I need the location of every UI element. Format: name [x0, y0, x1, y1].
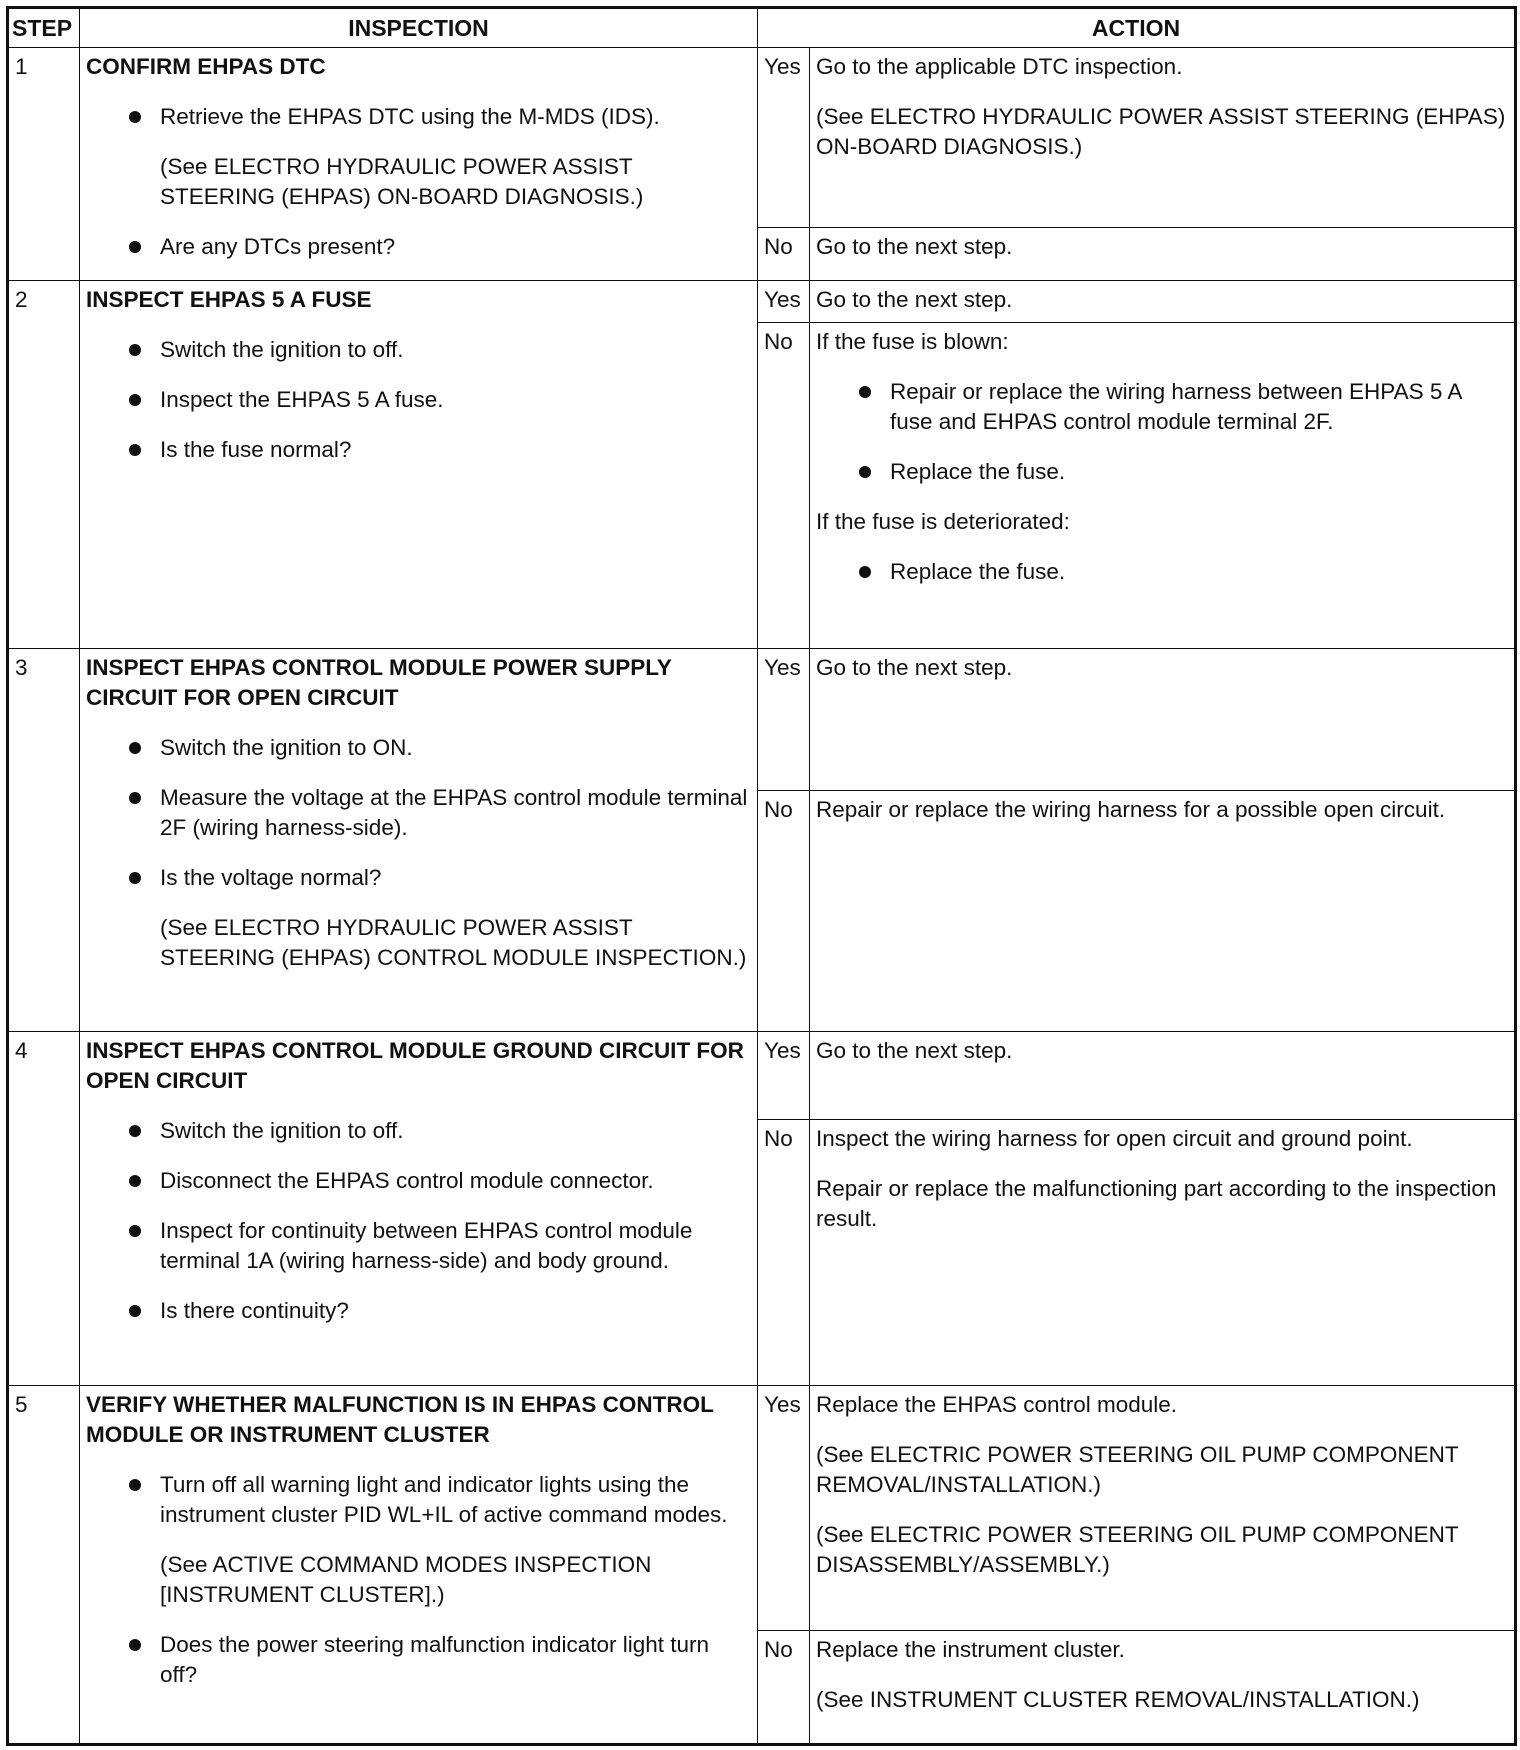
- step-3-number: 3: [8, 648, 80, 1031]
- step-4-yes-text: Go to the next step.: [816, 1037, 1013, 1063]
- step-3-yes-label: Yes: [758, 648, 810, 790]
- step-2-no-bullet-1: Repair or replace the wiring harness between EHPAS 5 A fuse and EHPAS control module terminal 2F.: [816, 377, 1508, 437]
- step-5-no-action: [810, 1631, 1516, 1745]
- header-action: ACTION: [758, 8, 1516, 48]
- step-1-yes-reference: (See ELECTRO HYDRAULIC POWER ASSIST STEERING (EHPAS) ON-BOARD DIAGNOSIS.): [816, 104, 1506, 160]
- step-2-bullet-3: Is the fuse normal?: [86, 435, 751, 465]
- step-3-inspection: [80, 648, 758, 1031]
- step-2-bullet-1: Switch the ignition to off.: [86, 335, 751, 365]
- step-5-no-label: No: [758, 1631, 810, 1745]
- step-5-inspection: [80, 1386, 758, 1745]
- step-4-bullet-4: Is there continuity?: [86, 1296, 751, 1326]
- step-4-bullet-2: Disconnect the EHPAS control module connector.: [86, 1166, 751, 1196]
- step-2-title: INSPECT EHPAS 5 A FUSE: [86, 287, 372, 313]
- step-2-inspection: [80, 281, 758, 649]
- step-4-yes-row: [8, 1031, 1516, 1119]
- bullet-icon: [129, 241, 141, 253]
- step-2-no-text-2: If the fuse is deteriorated:: [816, 509, 1070, 535]
- step-1-no-label: No: [758, 228, 810, 281]
- step-5-bullet-1: Turn off all warning light and indicator lights using the instrument cluster PID WL+IL of active command modes.: [86, 1470, 751, 1530]
- bullet-icon: [129, 444, 141, 456]
- step-4-yes-action: [810, 1031, 1516, 1119]
- step-5-yes-label: Yes: [758, 1386, 810, 1631]
- step-1-no-action: [810, 228, 1516, 281]
- header-step: STEP: [8, 8, 80, 48]
- step-2-no-action: [810, 323, 1516, 648]
- step-4-no-label: No: [758, 1120, 810, 1386]
- step-3-no-label: No: [758, 790, 810, 1031]
- step-2-number: 2: [8, 281, 80, 649]
- step-4-yes-label: Yes: [758, 1031, 810, 1119]
- step-5-no-text: Replace the instrument cluster.: [816, 1637, 1125, 1663]
- step-4-no-action: [810, 1120, 1516, 1386]
- step-5-yes-reference-1: (See ELECTRIC POWER STEERING OIL PUMP COMPONENT REMOVAL/INSTALLATION.): [816, 1442, 1459, 1498]
- header-row: [8, 8, 1516, 48]
- bullet-icon: [129, 872, 141, 884]
- step-3-bullet-3: Is the voltage normal?: [86, 863, 751, 893]
- step-3-bullet-2: Measure the voltage at the EHPAS control module terminal 2F (wiring harness-side).: [86, 783, 751, 843]
- step-1-inspection: [80, 48, 758, 281]
- step-1-number: 1: [8, 48, 80, 281]
- step-4-title: INSPECT EHPAS CONTROL MODULE GROUND CIRCUIT FOR OPEN CIRCUIT: [86, 1037, 744, 1093]
- step-3-no-text: Repair or replace the wiring harness for a possible open circuit.: [816, 796, 1446, 822]
- step-5-no-reference: (See INSTRUMENT CLUSTER REMOVAL/INSTALLATION.): [816, 1687, 1420, 1713]
- step-2-yes-label: Yes: [758, 281, 810, 323]
- step-1-bullet-2: Are any DTCs present?: [86, 232, 751, 262]
- bullet-icon: [129, 1125, 141, 1137]
- step-2-yes-row: [8, 281, 1516, 323]
- step-4-number: 4: [8, 1031, 80, 1386]
- step-1-yes-label: Yes: [758, 48, 810, 228]
- bullet-icon: [129, 394, 141, 406]
- step-4-no-text-1: Inspect the wiring harness for open circuit and ground point.: [816, 1126, 1413, 1152]
- step-1-title: CONFIRM EHPAS DTC: [86, 54, 326, 80]
- step-2-no-bullet-2: Replace the fuse.: [816, 457, 1508, 487]
- step-4-inspection: [80, 1031, 758, 1386]
- step-4-bullet-3: Inspect for continuity between EHPAS control module terminal 1A (wiring harness-side) and body ground.: [86, 1216, 751, 1276]
- step-2-no-bullet-3: Replace the fuse.: [816, 557, 1508, 587]
- header-inspection: INSPECTION: [80, 8, 758, 48]
- step-5-reference: (See ACTIVE COMMAND MODES INSPECTION [INSTRUMENT CLUSTER].): [160, 1552, 652, 1608]
- bullet-icon: [129, 1225, 141, 1237]
- step-1-bullet-1: Retrieve the EHPAS DTC using the M-MDS (IDS).: [86, 102, 751, 132]
- step-3-no-action: [810, 790, 1516, 1031]
- bullet-icon: [129, 1479, 141, 1491]
- bullet-icon: [129, 1639, 141, 1651]
- step-5-yes-reference-2: (See ELECTRIC POWER STEERING OIL PUMP COMPONENT DISASSEMBLY/ASSEMBLY.): [816, 1522, 1459, 1578]
- step-5-number: 5: [8, 1386, 80, 1745]
- step-2-yes-text: Go to the next step.: [816, 287, 1013, 313]
- bullet-icon: [129, 1175, 141, 1187]
- step-3-yes-action: [810, 648, 1516, 790]
- bullet-icon: [859, 566, 871, 578]
- bullet-icon: [129, 344, 141, 356]
- step-4-no-text-2: Repair or replace the malfunctioning part according to the inspection result.: [816, 1176, 1497, 1232]
- step-2-no-label: No: [758, 323, 810, 648]
- step-3-yes-row: [8, 648, 1516, 790]
- bullet-icon: [129, 111, 141, 123]
- step-1-reference: (See ELECTRO HYDRAULIC POWER ASSIST STEERING (EHPAS) ON-BOARD DIAGNOSIS.): [160, 154, 644, 210]
- step-5-yes-action: [810, 1386, 1516, 1631]
- bullet-icon: [859, 386, 871, 398]
- bullet-icon: [129, 1305, 141, 1317]
- step-1-yes-row: [8, 48, 1516, 228]
- step-2-yes-action: [810, 281, 1516, 323]
- bullet-icon: [129, 742, 141, 754]
- step-1-yes-action: [810, 48, 1516, 228]
- step-1-yes-text: Go to the applicable DTC inspection.: [816, 54, 1183, 80]
- step-5-yes-text-1: Replace the EHPAS control module.: [816, 1392, 1178, 1418]
- step-4-bullet-1: Switch the ignition to off.: [86, 1116, 751, 1146]
- diagnostic-procedure-sheet: [6, 6, 1514, 1746]
- diagnostic-table: [6, 6, 1517, 1746]
- step-5-bullet-2: Does the power steering malfunction indicator light turn off?: [86, 1630, 751, 1690]
- bullet-icon: [859, 466, 871, 478]
- step-3-title: INSPECT EHPAS CONTROL MODULE POWER SUPPLY CIRCUIT FOR OPEN CIRCUIT: [86, 654, 672, 710]
- step-5-title: VERIFY WHETHER MALFUNCTION IS IN EHPAS CONTROL MODULE OR INSTRUMENT CLUSTER: [86, 1392, 714, 1448]
- bullet-icon: [129, 792, 141, 804]
- step-1-no-text: Go to the next step.: [816, 234, 1013, 259]
- step-5-yes-row: [8, 1386, 1516, 1631]
- step-3-reference: (See ELECTRO HYDRAULIC POWER ASSIST STEERING (EHPAS) CONTROL MODULE INSPECTION.): [160, 914, 747, 970]
- step-3-yes-text: Go to the next step.: [816, 654, 1013, 680]
- step-3-bullet-1: Switch the ignition to ON.: [86, 733, 751, 763]
- step-2-bullet-2: Inspect the EHPAS 5 A fuse.: [86, 385, 751, 415]
- step-2-no-text-1: If the fuse is blown:: [816, 329, 1009, 355]
